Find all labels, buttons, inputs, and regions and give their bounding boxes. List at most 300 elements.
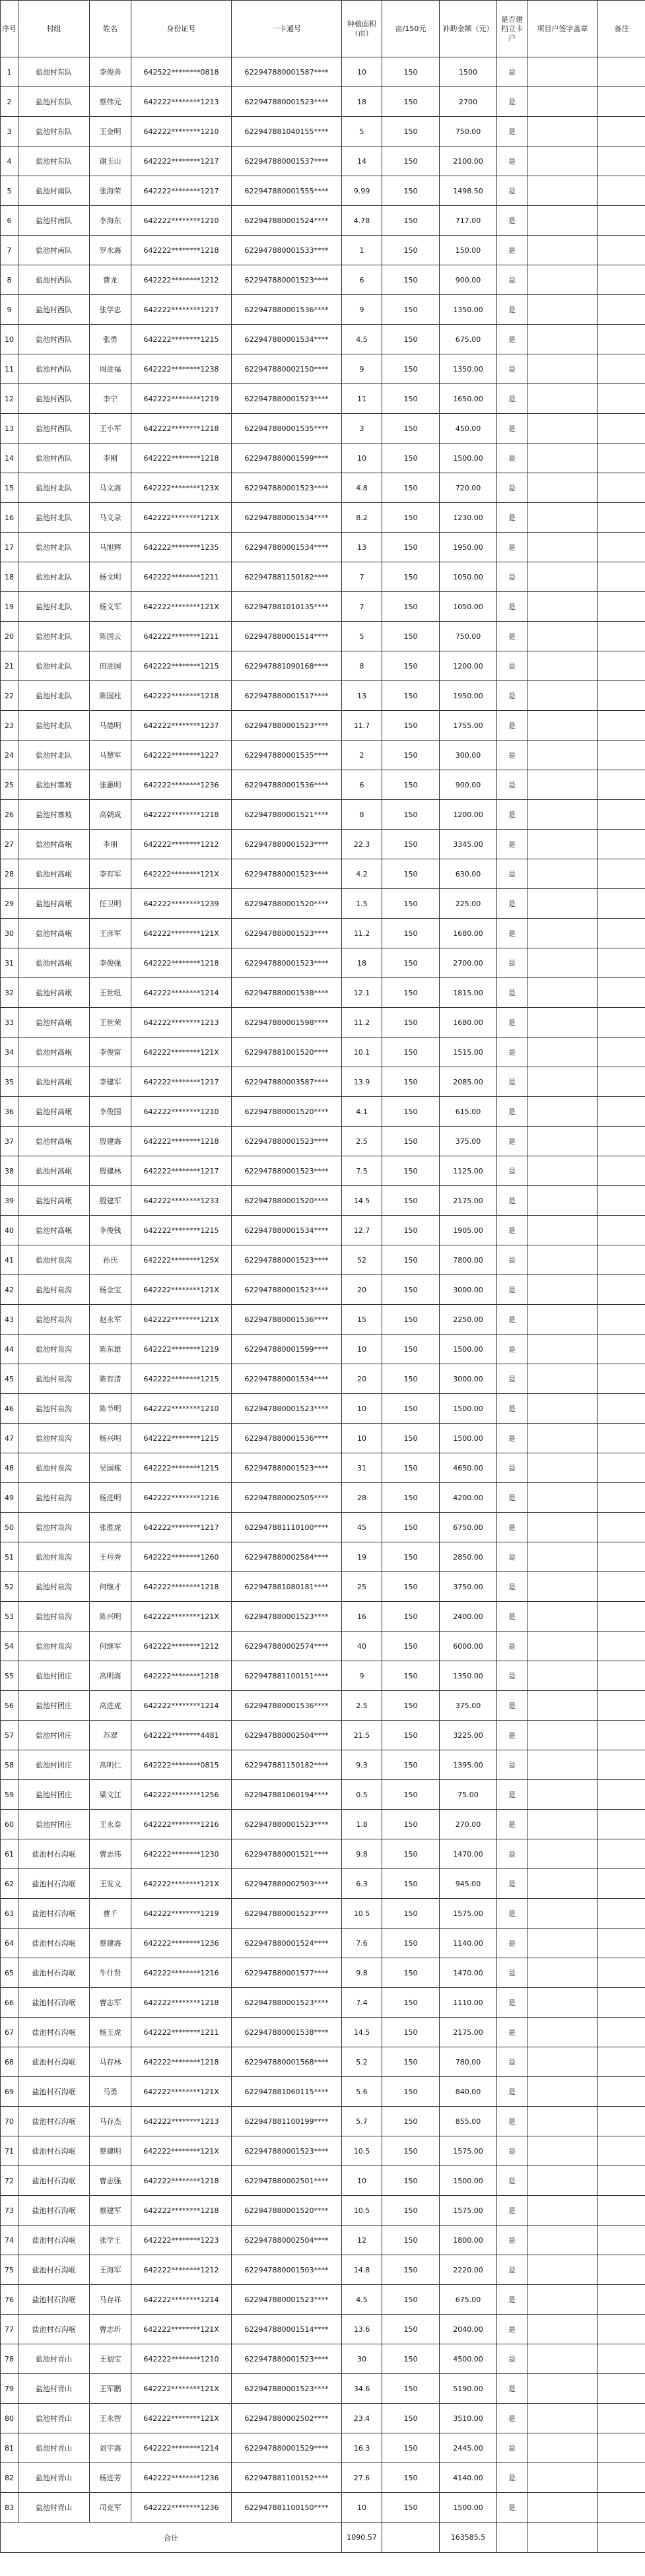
cell-note (598, 1453, 645, 1483)
cell-village: 盐池村南队 (18, 236, 90, 265)
cell-name: 张海荣 (90, 176, 131, 206)
cell-name: 杨进芳 (90, 2463, 131, 2493)
cell-seq: 42 (1, 1275, 18, 1305)
cell-card-number: 622947880002150**** (232, 354, 342, 384)
cell-subsidy-amount: 1395.00 (440, 1750, 497, 1780)
cell-note (598, 2107, 645, 2136)
cell-signature (527, 1186, 598, 1216)
cell-poverty-registered: 是 (497, 1453, 527, 1483)
cell-signature (527, 681, 598, 711)
cell-poverty-registered: 是 (497, 1869, 527, 1899)
cell-village: 盐池村石沟岷 (18, 2226, 90, 2255)
cell-id-number: 642222********121X (131, 503, 232, 533)
cell-planting-area: 10 (342, 1424, 382, 1453)
cell-poverty-registered: 是 (497, 2404, 527, 2433)
cell-poverty-registered: 是 (497, 354, 527, 384)
cell-seq: 73 (1, 2196, 18, 2226)
cell-planting-area: 4.78 (342, 206, 382, 236)
table-row (1, 1988, 645, 2018)
cell-name: 马勇 (90, 2077, 131, 2107)
cell-rate: 150 (382, 948, 440, 978)
cell-note (598, 1245, 645, 1275)
cell-name: 陈兴明 (90, 1602, 131, 1632)
cell-signature (527, 1097, 598, 1127)
cell-planting-area: 10 (342, 1335, 382, 1364)
cell-signature (527, 1127, 598, 1156)
cell-card-number: 622947880001523**** (232, 711, 342, 741)
cell-village: 盐池村泉沟 (18, 1572, 90, 1602)
cell-name: 王海军 (90, 2255, 131, 2285)
cell-id-number: 642222********1219 (131, 1335, 232, 1364)
cell-village: 盐池村泉沟 (18, 1394, 90, 1424)
cell-card-number: 622947881150182**** (232, 562, 342, 592)
cell-subsidy-amount: 6750.00 (440, 1513, 497, 1542)
cell-rate: 150 (382, 711, 440, 741)
table-row (1, 1572, 645, 1602)
cell-seq: 69 (1, 2077, 18, 2107)
cell-note (598, 57, 645, 87)
cell-note (598, 265, 645, 295)
cell-id-number: 642222********1218 (131, 236, 232, 265)
cell-village: 盐池村高岷 (18, 1097, 90, 1127)
cell-signature (527, 562, 598, 592)
cell-note (598, 1602, 645, 1632)
cell-subsidy-amount: 1815.00 (440, 978, 497, 1008)
cell-name: 陈国云 (90, 622, 131, 651)
cell-card-number: 622947880001536**** (232, 1424, 342, 1453)
cell-village: 盐池村高岷 (18, 1216, 90, 1245)
cell-planting-area: 13 (342, 533, 382, 562)
cell-note (598, 295, 645, 325)
cell-rate: 150 (382, 473, 440, 503)
cell-name: 张胜虎 (90, 1513, 131, 1542)
cell-village: 盐池村青山 (18, 2374, 90, 2404)
cell-note (598, 1067, 645, 1097)
cell-village: 盐池村石沟岷 (18, 1839, 90, 1869)
cell-seq: 51 (1, 1542, 18, 1572)
cell-signature (527, 2107, 598, 2136)
cell-village: 盐池村高岷 (18, 948, 90, 978)
cell-signature (527, 1958, 598, 1988)
cell-rate: 150 (382, 1216, 440, 1245)
cell-note (598, 1513, 645, 1542)
cell-id-number: 642222********121X (131, 1038, 232, 1067)
cell-village: 盐池村西队 (18, 444, 90, 473)
cell-planting-area: 10 (342, 2493, 382, 2523)
cell-note (598, 325, 645, 354)
cell-signature (527, 2315, 598, 2344)
cell-poverty-registered: 是 (497, 1958, 527, 1988)
table-row (1, 1097, 645, 1127)
cell-seq: 44 (1, 1335, 18, 1364)
cell-id-number: 642222********1218 (131, 1572, 232, 1602)
cell-note (598, 2196, 645, 2226)
cell-poverty-registered: 是 (497, 2255, 527, 2285)
cell-rate: 150 (382, 1988, 440, 2018)
cell-village: 盐池村高岷 (18, 1156, 90, 1186)
table-row (1, 1127, 645, 1156)
cell-seq: 16 (1, 503, 18, 533)
cell-seq: 43 (1, 1305, 18, 1335)
cell-poverty-registered: 是 (497, 2433, 527, 2463)
cell-poverty-registered: 是 (497, 2493, 527, 2523)
cell-planting-area: 8 (342, 800, 382, 830)
table-row (1, 57, 645, 87)
cell-rate: 150 (382, 2107, 440, 2136)
cell-signature (527, 1661, 598, 1691)
header-seq: 序号 (1, 1, 18, 57)
cell-note (598, 592, 645, 622)
table-row (1, 1810, 645, 1839)
cell-poverty-registered: 是 (497, 265, 527, 295)
table-row (1, 681, 645, 711)
cell-village: 盐池村石沟岷 (18, 1899, 90, 1929)
cell-village: 盐池村北队 (18, 473, 90, 503)
cell-name: 田进国 (90, 651, 131, 681)
cell-rate: 150 (382, 1513, 440, 1542)
cell-planting-area: 2.5 (342, 1691, 382, 1721)
cell-village: 盐池村石沟岷 (18, 2136, 90, 2166)
cell-note (598, 2315, 645, 2344)
cell-card-number: 622947880001535**** (232, 414, 342, 444)
cell-village: 盐池村泉沟 (18, 1305, 90, 1335)
cell-rate: 150 (382, 295, 440, 325)
cell-card-number: 622947880002584**** (232, 1542, 342, 1572)
cell-poverty-registered: 是 (497, 919, 527, 948)
table-row (1, 473, 645, 503)
cell-rate: 150 (382, 1424, 440, 1453)
cell-id-number: 642222********1230 (131, 1839, 232, 1869)
cell-name: 谢玉山 (90, 147, 131, 176)
cell-subsidy-amount: 1350.00 (440, 1661, 497, 1691)
cell-id-number: 642222********1219 (131, 384, 232, 414)
cell-poverty-registered: 是 (497, 2315, 527, 2344)
cell-id-number: 642222********1223 (131, 2226, 232, 2255)
cell-note (598, 770, 645, 800)
cell-note (598, 2166, 645, 2196)
cell-planting-area: 9 (342, 295, 382, 325)
cell-id-number: 642222********1235 (131, 533, 232, 562)
cell-note (598, 1424, 645, 1453)
cell-village: 盐池村高岷 (18, 859, 90, 889)
cell-seq: 48 (1, 1453, 18, 1483)
cell-planting-area: 34.6 (342, 2374, 382, 2404)
cell-name: 王丹秀 (90, 1542, 131, 1572)
cell-id-number: 642222********1216 (131, 1810, 232, 1839)
header-planting-area: 种植面积（亩） (342, 1, 382, 57)
table-row (1, 1038, 645, 1067)
cell-rate: 150 (382, 1780, 440, 1810)
cell-name: 曹千 (90, 1899, 131, 1929)
cell-rate: 150 (382, 325, 440, 354)
cell-name: 张勇 (90, 325, 131, 354)
cell-rate: 150 (382, 236, 440, 265)
cell-name: 曹志圻 (90, 2315, 131, 2344)
cell-note (598, 1216, 645, 1245)
table-row (1, 1453, 645, 1483)
cell-card-number: 622947880001523**** (232, 1156, 342, 1186)
cell-card-number: 622947880001520**** (232, 889, 342, 919)
cell-id-number: 642222********1210 (131, 206, 232, 236)
header-card-number: 一卡通号 (232, 1, 342, 57)
cell-seq: 22 (1, 681, 18, 711)
cell-id-number: 642222********1260 (131, 1542, 232, 1572)
cell-planting-area: 20 (342, 1364, 382, 1394)
cell-name: 殷建林 (90, 1156, 131, 1186)
cell-note (598, 889, 645, 919)
cell-village: 盐池村东队 (18, 117, 90, 147)
cell-seq: 75 (1, 2255, 18, 2285)
cell-name: 张学王 (90, 2226, 131, 2255)
cell-seq: 7 (1, 236, 18, 265)
cell-village: 盐池村北队 (18, 503, 90, 533)
cell-rate: 150 (382, 889, 440, 919)
table-body (1, 57, 645, 2523)
total-sign (527, 2523, 598, 2553)
cell-id-number: 642222********1214 (131, 2433, 232, 2463)
cell-signature (527, 1721, 598, 1750)
cell-id-number: 642222********1236 (131, 2493, 232, 2523)
cell-signature (527, 1305, 598, 1335)
cell-note (598, 1929, 645, 1958)
cell-poverty-registered: 是 (497, 1038, 527, 1067)
cell-note (598, 1899, 645, 1929)
cell-signature (527, 1067, 598, 1097)
cell-rate: 150 (382, 1661, 440, 1691)
cell-poverty-registered: 是 (497, 325, 527, 354)
cell-poverty-registered: 是 (497, 2077, 527, 2107)
cell-card-number: 622947880002501**** (232, 2166, 342, 2196)
cell-village: 盐池村寨坡 (18, 800, 90, 830)
cell-rate: 150 (382, 1067, 440, 1097)
cell-poverty-registered: 是 (497, 176, 527, 206)
cell-id-number: 642222********1218 (131, 681, 232, 711)
cell-name: 高朝成 (90, 800, 131, 830)
cell-seq: 66 (1, 1988, 18, 2018)
cell-card-number: 622947880001535**** (232, 741, 342, 770)
cell-poverty-registered: 是 (497, 1483, 527, 1513)
cell-note (598, 1632, 645, 1661)
cell-rate: 150 (382, 1245, 440, 1275)
table-row (1, 622, 645, 651)
cell-name: 李俊善 (90, 57, 131, 87)
cell-name: 杨金宝 (90, 1275, 131, 1305)
cell-signature (527, 1780, 598, 1810)
table-row (1, 1929, 645, 1958)
cell-id-number: 642222********1217 (131, 176, 232, 206)
cell-seq: 6 (1, 206, 18, 236)
cell-planting-area: 10.5 (342, 2136, 382, 2166)
table-row (1, 87, 645, 117)
cell-id-number: 642222********0815 (131, 1750, 232, 1780)
cell-subsidy-amount: 1050.00 (440, 592, 497, 622)
cell-village: 盐池村石沟岷 (18, 2315, 90, 2344)
cell-signature (527, 414, 598, 444)
cell-village: 盐池村石沟岷 (18, 1929, 90, 1958)
cell-rate: 150 (382, 1750, 440, 1780)
table-row (1, 2463, 645, 2493)
cell-id-number: 642222********1218 (131, 1988, 232, 2018)
cell-signature (527, 741, 598, 770)
cell-rate: 150 (382, 1335, 440, 1364)
cell-village: 盐池村青山 (18, 2404, 90, 2433)
cell-village: 盐池村北队 (18, 622, 90, 651)
cell-rate: 150 (382, 354, 440, 384)
cell-id-number: 642222********1211 (131, 622, 232, 651)
cell-poverty-registered: 是 (497, 1899, 527, 1929)
cell-planting-area: 1.8 (342, 1810, 382, 1839)
cell-name: 李俊钱 (90, 1216, 131, 1245)
table-row (1, 741, 645, 770)
cell-subsidy-amount: 1470.00 (440, 1958, 497, 1988)
cell-name: 李朋 (90, 830, 131, 859)
cell-name: 殷建海 (90, 1127, 131, 1156)
cell-signature (527, 889, 598, 919)
cell-card-number: 622947880001517**** (232, 681, 342, 711)
cell-name: 李建军 (90, 1067, 131, 1097)
cell-seq: 13 (1, 414, 18, 444)
table-row (1, 1067, 645, 1097)
cell-signature (527, 1335, 598, 1364)
cell-signature (527, 87, 598, 117)
cell-name: 马存林 (90, 2047, 131, 2077)
cell-planting-area: 11.7 (342, 711, 382, 741)
cell-rate: 150 (382, 2285, 440, 2315)
cell-seq: 78 (1, 2344, 18, 2374)
cell-village: 盐池村石沟岷 (18, 1869, 90, 1899)
cell-subsidy-amount: 1575.00 (440, 2136, 497, 2166)
cell-name: 李有军 (90, 859, 131, 889)
table-row (1, 1364, 645, 1394)
cell-planting-area: 14 (342, 147, 382, 176)
cell-id-number: 642222********1215 (131, 1216, 232, 1245)
cell-subsidy-amount: 1680.00 (440, 1008, 497, 1038)
cell-rate: 150 (382, 1839, 440, 1869)
cell-subsidy-amount: 615.00 (440, 1097, 497, 1127)
cell-signature (527, 651, 598, 681)
cell-seq: 55 (1, 1661, 18, 1691)
cell-subsidy-amount: 1950.00 (440, 533, 497, 562)
cell-subsidy-amount: 1500.00 (440, 2166, 497, 2196)
cell-card-number: 622947881010135**** (232, 592, 342, 622)
cell-village: 盐池村石沟岷 (18, 1958, 90, 1988)
cell-id-number: 642222********121X (131, 919, 232, 948)
cell-planting-area: 12.7 (342, 1216, 382, 1245)
cell-rate: 150 (382, 741, 440, 770)
cell-rate: 150 (382, 503, 440, 533)
cell-seq: 31 (1, 948, 18, 978)
cell-id-number: 642222********1218 (131, 2166, 232, 2196)
cell-poverty-registered: 是 (497, 206, 527, 236)
table-row (1, 592, 645, 622)
cell-village: 盐池村青山 (18, 2344, 90, 2374)
cell-poverty-registered: 是 (497, 1721, 527, 1750)
table-row (1, 1869, 645, 1899)
cell-note (598, 681, 645, 711)
cell-planting-area: 5 (342, 622, 382, 651)
cell-planting-area: 7.6 (342, 1929, 382, 1958)
cell-note (598, 651, 645, 681)
cell-planting-area: 10 (342, 1394, 382, 1424)
cell-id-number: 642222********1218 (131, 2196, 232, 2226)
cell-village: 盐池村团庄 (18, 1661, 90, 1691)
cell-signature (527, 354, 598, 384)
cell-id-number: 642222********1217 (131, 147, 232, 176)
cell-name: 高明仁 (90, 1750, 131, 1780)
cell-poverty-registered: 是 (497, 1097, 527, 1127)
cell-card-number: 622947880001523**** (232, 1810, 342, 1839)
cell-rate: 150 (382, 1008, 440, 1038)
table-row (1, 295, 645, 325)
table-row (1, 1721, 645, 1750)
cell-card-number: 622947880001523**** (232, 1275, 342, 1305)
cell-signature (527, 948, 598, 978)
cell-id-number: 642222********1218 (131, 2047, 232, 2077)
cell-seq: 21 (1, 651, 18, 681)
cell-planting-area: 8.2 (342, 503, 382, 533)
cell-village: 盐池村北队 (18, 741, 90, 770)
cell-card-number: 622947880001523**** (232, 919, 342, 948)
cell-card-number: 622947881100151**** (232, 1661, 342, 1691)
cell-rate: 150 (382, 176, 440, 206)
cell-note (598, 800, 645, 830)
cell-note (598, 2433, 645, 2463)
cell-planting-area: 14.8 (342, 2255, 382, 2285)
cell-id-number: 642222********1215 (131, 1453, 232, 1483)
cell-subsidy-amount: 75.00 (440, 1780, 497, 1810)
cell-poverty-registered: 是 (497, 1394, 527, 1424)
cell-subsidy-amount: 3000.00 (440, 1364, 497, 1394)
cell-subsidy-amount: 3225.00 (440, 1721, 497, 1750)
cell-name: 梁文江 (90, 1780, 131, 1810)
cell-name: 李俊国 (90, 1097, 131, 1127)
cell-planting-area: 9.99 (342, 176, 382, 206)
cell-card-number: 622947880001520**** (232, 1186, 342, 1216)
cell-card-number: 622947880001523**** (232, 2285, 342, 2315)
cell-rate: 150 (382, 830, 440, 859)
cell-signature (527, 859, 598, 889)
cell-village: 盐池村泉沟 (18, 1453, 90, 1483)
cell-poverty-registered: 是 (497, 1988, 527, 2018)
table-header (1, 1, 645, 57)
table-row (1, 948, 645, 978)
cell-planting-area: 7 (342, 562, 382, 592)
cell-seq: 2 (1, 87, 18, 117)
cell-subsidy-amount: 1050.00 (440, 562, 497, 592)
cell-note (598, 2285, 645, 2315)
cell-seq: 14 (1, 444, 18, 473)
cell-village: 盐池村石沟岷 (18, 2107, 90, 2136)
cell-poverty-registered: 是 (497, 651, 527, 681)
cell-poverty-registered: 是 (497, 1780, 527, 1810)
cell-rate: 150 (382, 1364, 440, 1394)
cell-card-number: 622947881001520**** (232, 1038, 342, 1067)
cell-planting-area: 13.9 (342, 1067, 382, 1097)
cell-rate: 150 (382, 978, 440, 1008)
cell-planting-area: 12 (342, 2226, 382, 2255)
cell-name: 曹志伟 (90, 1839, 131, 1869)
table-row (1, 2404, 645, 2433)
cell-planting-area: 6.3 (342, 1869, 382, 1899)
cell-card-number: 622947880001523**** (232, 87, 342, 117)
table-row (1, 2047, 645, 2077)
cell-signature (527, 1632, 598, 1661)
cell-id-number: 642222********121X (131, 2315, 232, 2344)
cell-note (598, 1572, 645, 1602)
cell-subsidy-amount: 2850.00 (440, 1542, 497, 1572)
cell-signature (527, 2404, 598, 2433)
cell-name: 赵永军 (90, 1305, 131, 1335)
